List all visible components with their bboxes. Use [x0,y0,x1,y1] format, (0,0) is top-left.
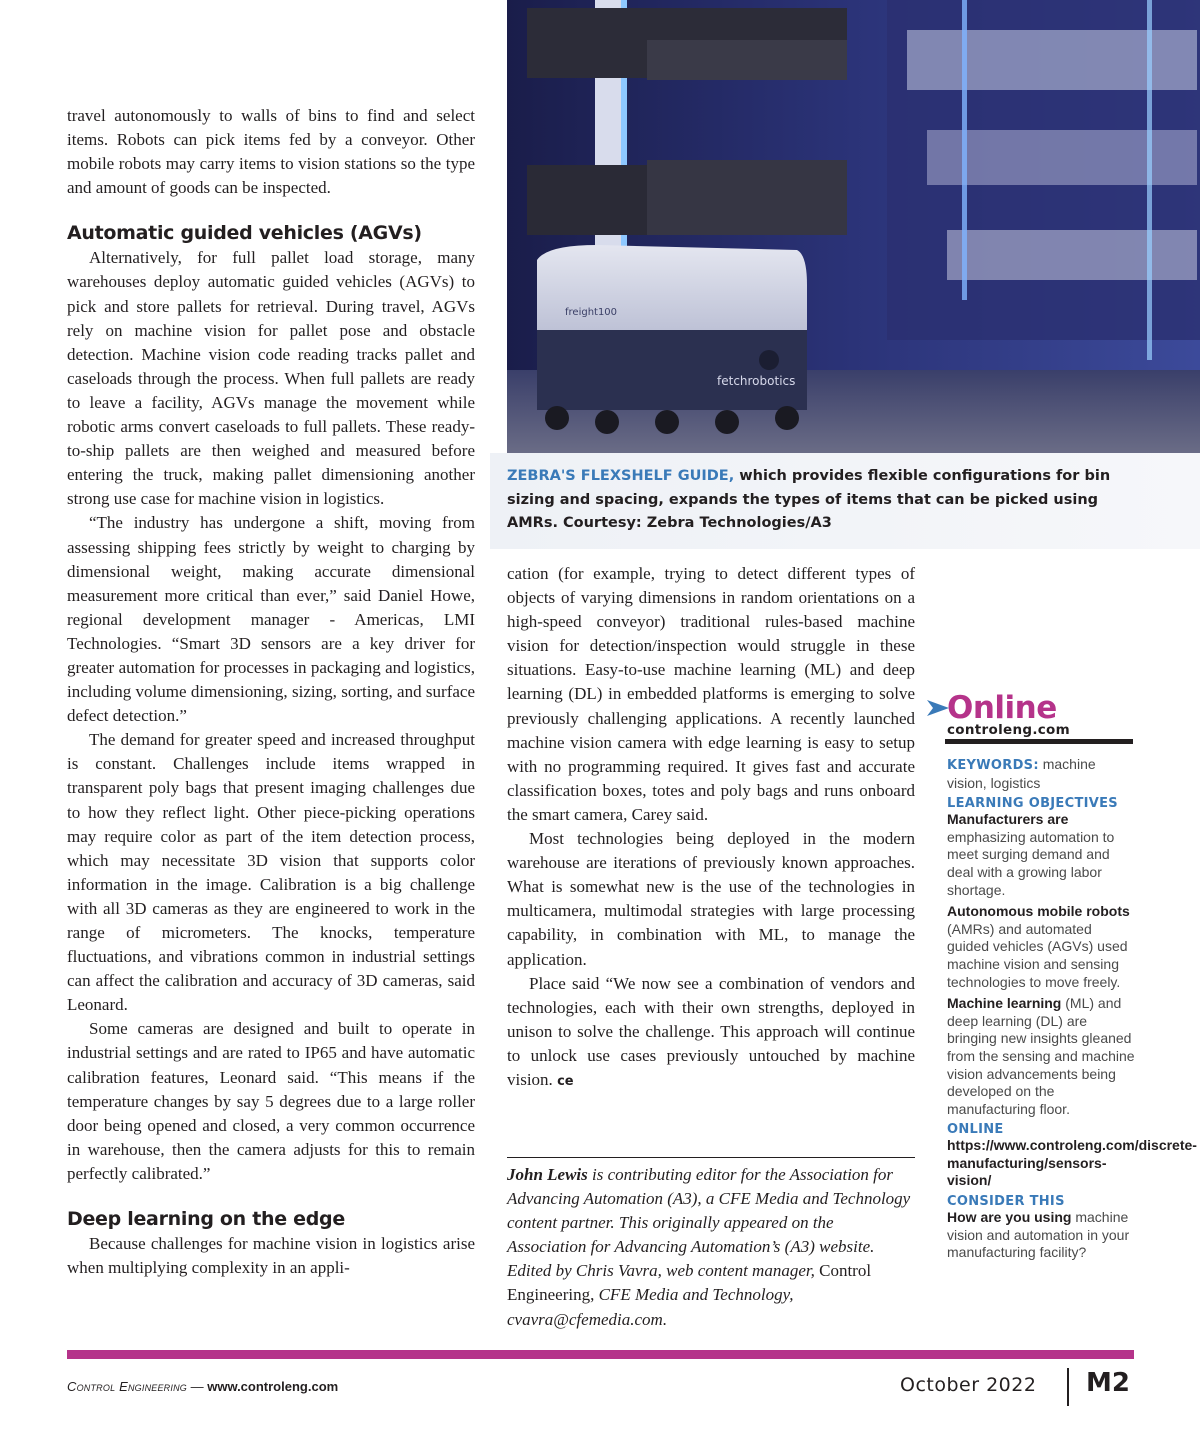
online-label: ONLINE [947,1122,1004,1138]
magazine-name: Control Engineering [67,1379,187,1394]
caption-text: which provides flexible configurations for bin sizing and spacing, expands the types of items that can be picked using AMRs. Courtesy: Zebra Technologies/A3 [507,468,1111,531]
objective-text: emphasizing automation to meet surging demand and deal with a growing labor shortage. [947,828,1115,898]
consider-this-text [947,1209,1137,1262]
arrow-icon [927,700,949,716]
objective-item [947,995,1137,1118]
paragraph: Some cameras are designed and built to operate in industrial settings and are rated to IP65 and have automatic calibration features, Leonard said. “This means if the temperature changes by say 5 degrees due to a large roller door being opened and closed, a very common occurrence in warehouse, then the camera adjusts for this to remain perfectly calibrated.” [67,1019,475,1183]
sidebar-rule [945,739,1133,744]
learning-objectives-label: LEARNING OBJECTIVES [947,796,1118,812]
robot-photo [507,0,1200,453]
paragraph: cation (for example, trying to detect different types of objects of varying dimensions in random orientations on a high-speed conveyor) traditional rules-based machine vision for detection/inspection would struggle in these situations. Easy-to-use machine learning (ML) and deep learning (DL) in embedded platforms is emerging to solve previously challenging applications. A recently launched machine vision camera with edge learning is easy to setup with no programming required. It gives fast and accurate classification boxes, totes and poly bags and runs onboard the smart camera, Carey said. [507,564,915,824]
online-logo [947,690,1137,738]
consider-this-label: CONSIDER THIS [947,1194,1065,1210]
caption-lead: ZEBRA'S FLEXSHELF GUIDE, [507,468,735,484]
photo-caption [507,465,1137,536]
consider-lead: How are you using [947,1209,1072,1226]
footer-separator [1067,1368,1069,1406]
bio-text: is contributing editor for the Association for Advancing Automation (A3), a CFE Media and Technology content partner. This originally appeared on the Association for Advancing Automation’s (A3) website. Edited by Chris Vavra, web content manager, [507,1165,911,1281]
article-column-2 [507,562,915,1094]
paragraph: Alternatively, for full pallet load storage, many warehouses deploy automatic guided vehicles (AGVs) to pick and store pallets for retrieval. During travel, AGVs rely on machine vision for pallet pose and obstacle detection. Machine vision code reading tracks pallet and caseloads through the process. When full pallets are ready to leave a facility, AGVs manage the movement while robotic arms convert caseloads to full pallets. These ready-to-ship pallets are then weighed and measured before entering the truck, making pallet dimensioning another strong use case for machine vision in logistics. [67,248,475,509]
footer-publication [67,1379,338,1394]
objective-lead: Autonomous mobile robots [947,903,1130,920]
keywords-label: KEYWORDS: [947,758,1039,773]
objective-text: (AMRs) and automated guided vehicles (AGVs) used machine vision and sensing technologies to move freely. [947,920,1128,990]
online-logo-word: Online [947,690,1057,726]
objective-lead: Machine learning [947,995,1062,1012]
bio-divider [507,1157,915,1158]
warehouse-robot-image [507,0,1200,453]
objective-item [947,811,1137,899]
keywords-text: machine vision, logistics [947,756,1096,791]
robot-model-label: freight100 [565,307,618,318]
paragraph: Most technologies being deployed in the modern warehouse are iterations of previously known approaches. What is somewhat new is the use of the technologies in multicamera, multimodal strategies with large processing capability, in combination with ML, to manage the application. [507,829,915,969]
bio-text-2: CFE Media and Technology, cvavra@cfemedia.com. [507,1285,794,1329]
end-mark: ce [557,1073,574,1089]
objective-text: (ML) and deep learning (DL) are bringing new insights gleaned from the sensing and machine vision advancements being developed on the manufacturing floor. [947,995,1135,1117]
subhead-agv: Automatic guided vehicles (AGVs) [67,222,422,245]
objective-item [947,903,1137,991]
subhead-deep-learning: Deep learning on the edge [67,1208,345,1231]
robot-brand-label: fetchrobotics [717,374,796,388]
consider-text: machine vision and automation in your manufacturing facility? [947,1209,1130,1261]
footer-rule [67,1350,1134,1359]
keywords [947,756,1137,792]
footer-dash: — [186,1379,208,1394]
author-name: John Lewis [507,1165,588,1184]
bio-publication: Control Engineering, [507,1261,872,1305]
online-logo-url: controleng.com [947,722,1071,738]
author-bio [507,1163,915,1332]
online-link[interactable]: https://www.controleng.com/discrete-manufacturing/sensors-vision/ [947,1137,1197,1189]
objective-lead: Manufacturers are [947,811,1069,828]
page-number: M2 [1086,1368,1130,1398]
paragraph: “The industry has undergone a shift, moving from assessing shipping fees strictly by weight to charging by dimensional weight, making accurate dimensional measurement more critical than ever,” said Daniel Howe, regional development manager - Americas, LMI Technologies. “Smart 3D sensors are a key driver for greater automation for processes in packaging and logistics, including volume dimensioning, sizing, sorting, and surface defect detection.” [67,513,475,726]
paragraph [507,972,915,1094]
online-sidebar [947,690,1197,1266]
paragraph-text: Place said “We now see a combination of vendors and technologies, each with their own strengths, deployed in unison to solve the challenge. This approach will continue to unlock use cases previously untouched by machine vision. [507,973,915,1089]
footer-url[interactable]: www.controleng.com [207,1379,339,1394]
issue-date: October 2022 [900,1374,1037,1396]
paragraph: travel autonomously to walls of bins to find and select items. Robots can pick items fed by a conveyor. Other mobile robots may carry items to vision stations so the type and amount of goods can be inspected. [67,106,475,198]
article-column-1 [67,104,475,1280]
paragraph: Because challenges for machine vision in logistics arise when multiplying complexity in an appli- [67,1234,475,1278]
paragraph: The demand for greater speed and increased throughput is constant. Challenges include items wrapped in transparent poly bags that present imaging challenges due to how they reflect light. Other piece-picking operations may require color as part of the item detection process, which may necessitate 3D vision that supports color information in the image. Calibration is a big challenge with all 3D cameras as they are engineered to work in the range of micrometers. The knocks, temperature fluctuations, and vibrations common in industrial settings can affect the calibration and accuracy of 3D cameras, said Leonard. [67,730,475,1015]
